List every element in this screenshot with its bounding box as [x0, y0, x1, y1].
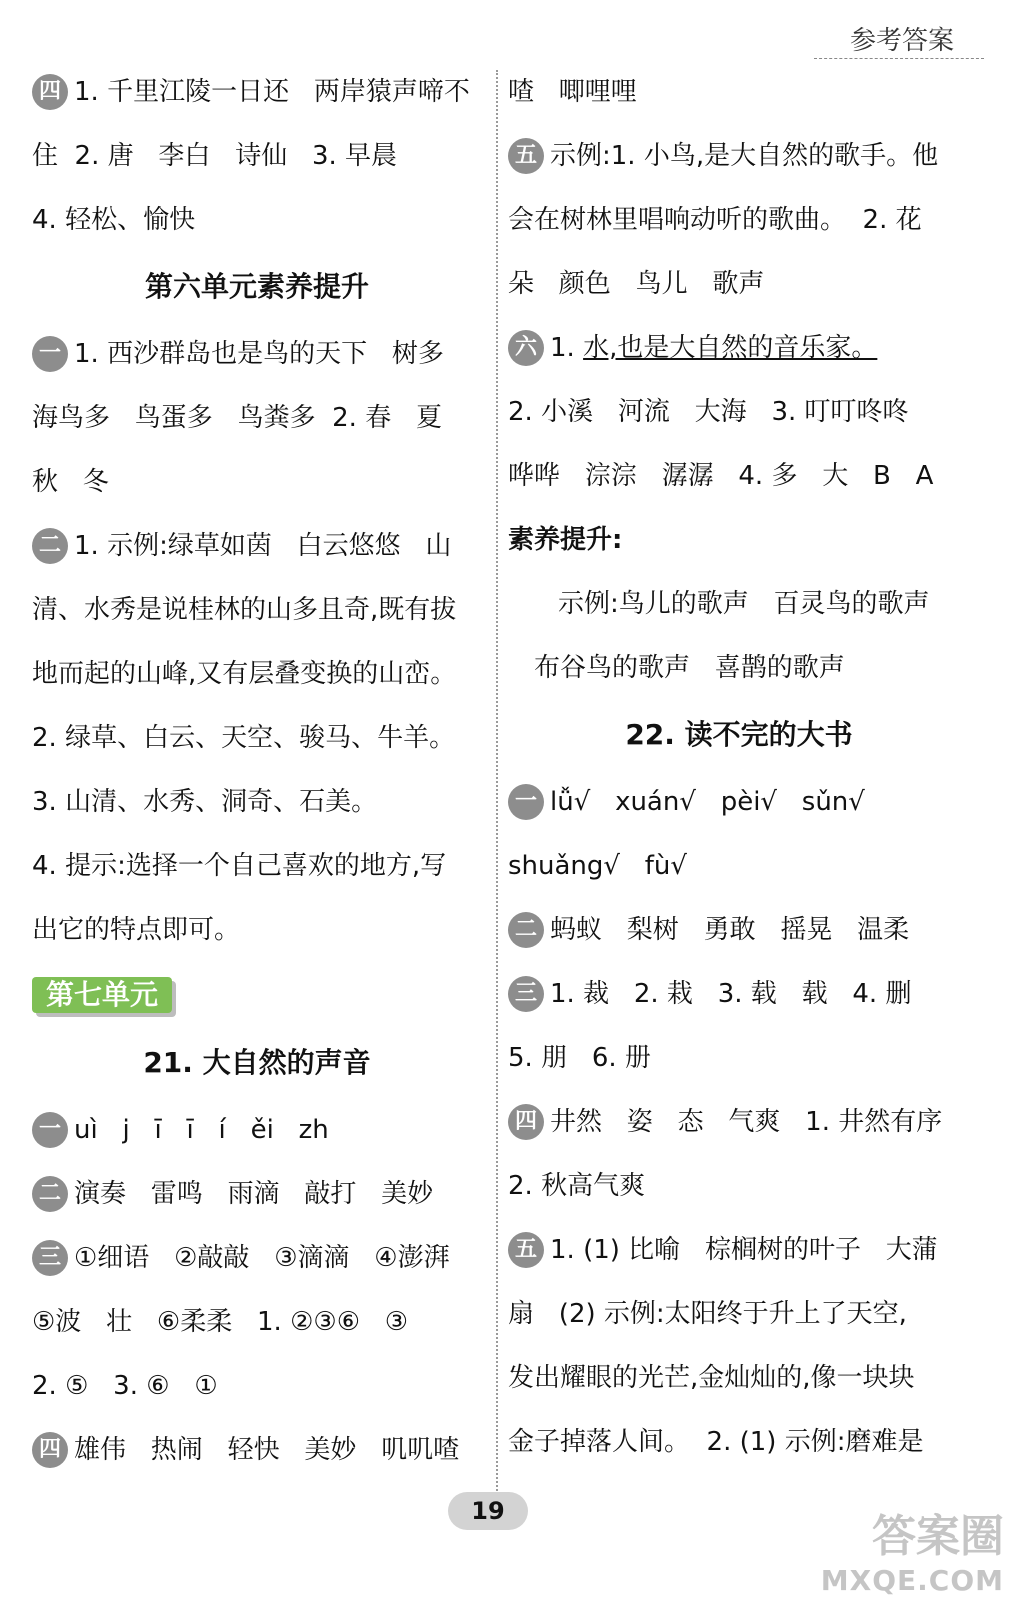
answer-line — [32, 1418, 482, 1482]
answer-line — [508, 834, 970, 898]
answer-text: 示例:1. 小鸟,是大自然的歌手。他 — [550, 141, 939, 171]
answer-line — [508, 252, 970, 316]
section-badge: 五 — [508, 1232, 544, 1268]
answer-line — [508, 962, 970, 1026]
lesson-heading-21: 21. 大自然的声音 — [143, 1046, 371, 1079]
answer-text: 金子掉落人间。 2. (1) 示例:磨难是 — [508, 1427, 924, 1457]
section-badge: 二 — [32, 1176, 68, 1212]
answer-line — [508, 770, 970, 834]
answer-text: 示例:鸟儿的歌声 百灵鸟的歌声 — [558, 589, 930, 619]
unit-tag-row — [32, 962, 482, 1028]
answer-line — [32, 124, 482, 188]
answer-line — [508, 316, 970, 380]
answer-text: 2. 小溪 河流 大海 3. 叮叮咚咚 — [508, 397, 909, 427]
answer-line — [508, 1026, 970, 1090]
answer-line — [508, 508, 970, 572]
answer-text: 2. 秋高气爽 — [508, 1171, 646, 1201]
watermark — [821, 1500, 1004, 1597]
answer-line — [32, 1162, 482, 1226]
answer-line — [508, 572, 970, 636]
answer-text: 地而起的山峰,又有层叠变换的山峦。 — [32, 659, 457, 689]
header-label: 参考答案 — [849, 26, 954, 56]
section-badge: 四 — [32, 74, 68, 110]
answer-line — [508, 124, 970, 188]
answer-line — [32, 188, 482, 252]
answer-line — [508, 1282, 970, 1346]
answer-line — [32, 60, 482, 124]
answer-line — [32, 642, 482, 706]
section-heading-unit6: 第六单元素养提升 — [144, 270, 369, 303]
answer-text: uì j ī ī í ěi zh — [74, 1115, 329, 1145]
answer-line — [508, 380, 970, 444]
right-column — [508, 60, 970, 1474]
answer-line — [32, 898, 482, 962]
answer-line — [508, 1154, 970, 1218]
section-badge: 六 — [508, 330, 544, 366]
answer-text: 5. 朋 6. 册 — [508, 1043, 651, 1073]
column-divider — [496, 70, 498, 1510]
answer-line — [32, 578, 482, 642]
answer-text: ⑤波 壮 ⑥柔柔 1. ②③⑥ ③ — [32, 1307, 409, 1337]
answer-line — [508, 1346, 970, 1410]
answer-line — [508, 1410, 970, 1474]
answer-line — [32, 322, 482, 386]
answer-line — [32, 770, 482, 834]
answer-text: 清、水秀是说桂林的山多且奇,既有拔 — [32, 595, 457, 625]
section-badge: 一 — [32, 1112, 68, 1148]
answer-text: shuǎng√ fù√ — [508, 851, 687, 881]
section-badge: 四 — [32, 1432, 68, 1468]
answer-text: 秋 冬 — [32, 467, 109, 497]
answer-line — [32, 386, 482, 450]
answer-text: 2. ⑤ 3. ⑥ ① — [32, 1371, 218, 1401]
answer-text: 扇 (2) 示例:太阳终于升上了天空, — [508, 1299, 907, 1329]
answer-line — [32, 1354, 482, 1418]
answer-text: 1. 裁 2. 栽 3. 载 载 4. 删 — [550, 979, 912, 1009]
unit-tag: 第七单元 — [32, 977, 172, 1013]
answer-text: 演奏 雷鸣 雨滴 敲打 美妙 — [74, 1179, 434, 1209]
answer-line — [508, 1090, 970, 1154]
answer-line — [32, 1290, 482, 1354]
answer-text: 1. — [550, 333, 584, 363]
answer-line — [32, 450, 482, 514]
answer-text: 雄伟 热闹 轻快 美妙 叽叽喳 — [74, 1435, 460, 1465]
answer-text: ①细语 ②敲敲 ③滴滴 ④澎湃 — [74, 1243, 450, 1273]
answer-text: 发出耀眼的光芒,金灿灿的,像一块块 — [508, 1363, 915, 1393]
answer-line — [32, 1226, 482, 1290]
watermark-url: MXQE.COM — [820, 1564, 1004, 1597]
section-badge: 三 — [508, 976, 544, 1012]
answer-text: 出它的特点即可。 — [32, 915, 241, 945]
section-badge: 三 — [32, 1240, 68, 1276]
answer-text: 3. 山清、水秀、洞奇、石美。 — [32, 787, 378, 817]
answer-line — [508, 60, 970, 124]
section-badge: 一 — [32, 336, 68, 372]
answer-line — [508, 898, 970, 962]
answer-text: 1. 示例:绿草如茵 白云悠悠 山 — [74, 531, 452, 561]
literacy-label: 素养提升: — [508, 525, 623, 555]
answer-text: 1. 千里江陵一日还 两岸猿声啼不 — [74, 77, 470, 107]
answer-text: 4. 轻松、愉快 — [32, 205, 196, 235]
answer-text: 海鸟多 鸟蛋多 鸟粪多 2. 春 夏 — [32, 403, 442, 433]
left-column — [32, 60, 482, 1482]
answer-line — [508, 188, 970, 252]
answer-text: 喳 唧哩哩 — [508, 77, 637, 107]
section-badge: 五 — [508, 138, 544, 174]
answer-text: lǚ√ xuán√ pèi√ sǔn√ — [550, 787, 865, 817]
answer-text: 1. (1) 比喻 棕榈树的叶子 大蒲 — [550, 1235, 938, 1265]
answer-text: 哗哗 淙淙 潺潺 4. 多 大 B A — [508, 461, 934, 491]
watermark-logo-text: 答案圈 — [872, 1511, 1004, 1562]
answer-line — [32, 834, 482, 898]
lesson-heading-22: 22. 读不完的大书 — [625, 718, 853, 751]
answer-text: 2. 绿草、白云、天空、骏马、牛羊。 — [32, 723, 456, 753]
answer-text: 井然 姿 态 气爽 1. 井然有序 — [550, 1107, 943, 1137]
answer-line — [32, 1098, 482, 1162]
underlined-answer: 水,也是大自然的音乐家。 — [583, 333, 878, 363]
header-rule — [814, 58, 984, 59]
answer-text: 蚂蚁 梨树 勇敢 摇晃 温柔 — [550, 915, 910, 945]
answer-text: 朵 颜色 鸟儿 歌声 — [508, 269, 765, 299]
answer-text: 1. 西沙群岛也是鸟的天下 树多 — [74, 339, 444, 369]
answer-text: 布谷鸟的歌声 喜鹊的歌声 — [534, 653, 845, 683]
section-badge: 二 — [508, 912, 544, 948]
answer-text: 住 2. 唐 李白 诗仙 3. 早晨 — [32, 141, 398, 171]
answer-line — [32, 706, 482, 770]
section-badge: 一 — [508, 784, 544, 820]
page-number: 19 — [448, 1492, 528, 1530]
answer-line — [32, 514, 482, 578]
section-badge: 四 — [508, 1104, 544, 1140]
answer-line — [508, 636, 970, 700]
answer-text: 会在树林里唱响动听的歌曲。 2. 花 — [508, 205, 922, 235]
answer-line — [508, 444, 970, 508]
section-badge: 二 — [32, 528, 68, 564]
answer-line — [508, 1218, 970, 1282]
answer-text: 4. 提示:选择一个自己喜欢的地方,写 — [32, 851, 447, 881]
